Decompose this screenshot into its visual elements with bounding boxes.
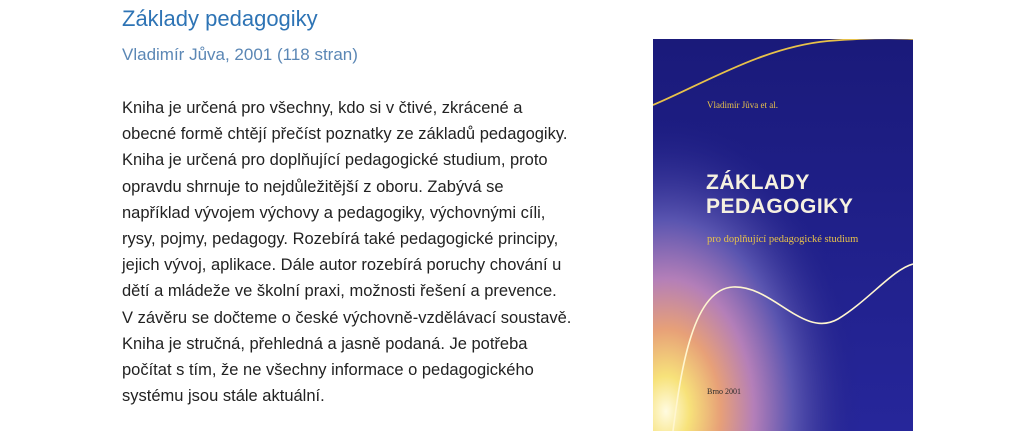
description-line: Kniha je určená pro doplňující pedagogické studium, proto xyxy=(122,151,548,170)
book-title: Základy pedagogiky xyxy=(122,6,318,31)
cover-subtitle: pro doplňující pedagogické studium xyxy=(707,234,859,245)
description-line: Kniha je určená pro všechny, kdo si v čtivé, zkrácené a xyxy=(122,99,523,117)
description-line: obecné formě chtějí přečíst poznatky ze základů pedagogiky. xyxy=(122,125,568,144)
cover-place-year: Brno 2001 xyxy=(707,387,741,396)
description-line: dětí a mládeže ve školní praxi, možnosti řešení a prevence. xyxy=(122,282,557,301)
cover-title-line: ZÁKLADY xyxy=(706,171,810,194)
description-line: Kniha je stručná, přehledná a jasně podaná. Je potřeba xyxy=(122,334,528,353)
cover-author: Vladimír Jůva et al. xyxy=(707,100,778,110)
cover-title xyxy=(706,171,853,219)
description-line: systému jsou stále aktuální. xyxy=(122,387,325,406)
description-line: rysy, pojmy, pedagogy. Rozebírá také pedagogické principy, xyxy=(122,230,559,249)
description-line: V závěru se dočteme o české výchovně-vzdělávací soustavě. xyxy=(122,308,572,327)
book-meta: Vladimír Jůva, 2001 (118 stran) xyxy=(122,45,358,64)
book-description xyxy=(122,95,642,409)
cover-title-line: PEDAGOGIKY xyxy=(706,195,854,218)
book-cover-image xyxy=(653,39,913,431)
description-line: například vývojem výchovy a pedagogiky, výchovnými cíli, xyxy=(122,203,546,222)
description-line: jejich vývoj, aplikace. Dále autor rozebírá poruchy chování u xyxy=(122,256,562,275)
description-line: opravdu shrnuje to nejdůležitější z oboru. Zabývá se xyxy=(122,177,504,196)
description-line: počítat s tím, že ne všechny informace o pedagogického xyxy=(122,361,534,380)
